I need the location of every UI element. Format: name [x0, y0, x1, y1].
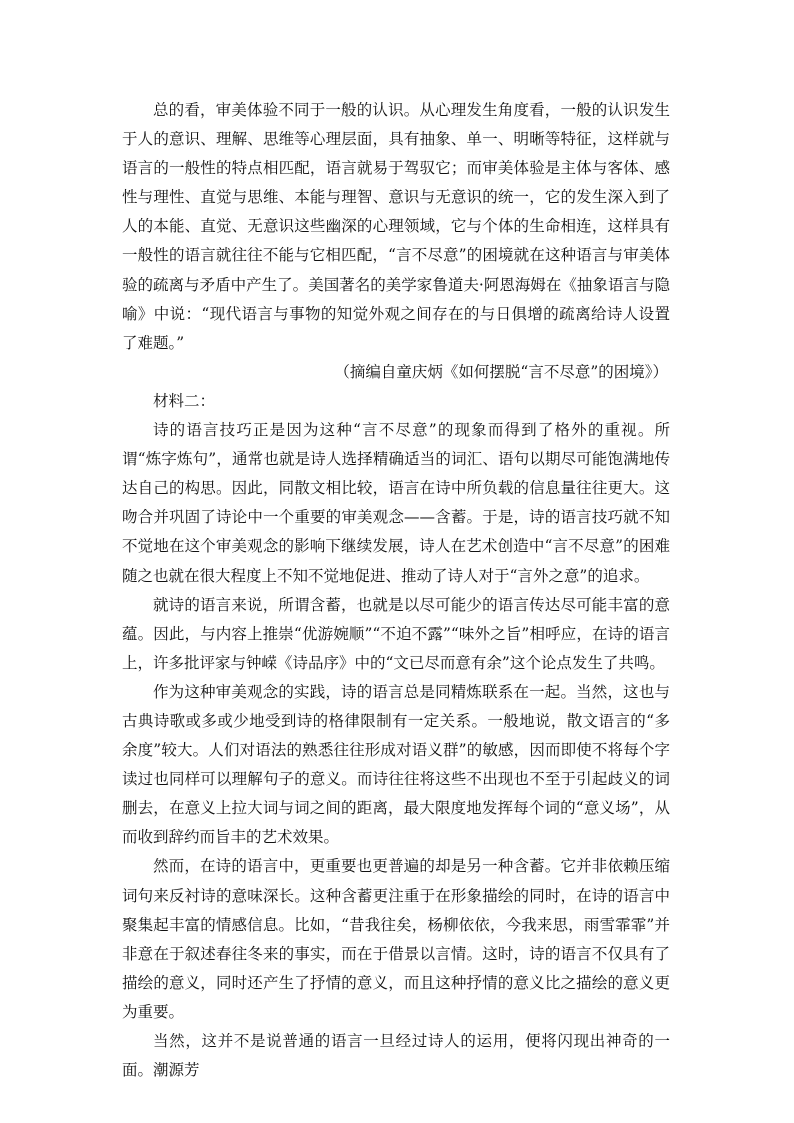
material-two-paragraph-2: 就诗的语言来说，所谓含蓄，也就是以尽可能少的语言传达尽可能丰富的意蕴。因此，与内容上推崇“优游婉顺”“不迫不露”“味外之旨”相呼应，在诗的语言上，许多批评家与钟嵘《诗品序》中的“文已尽而意有余”这个论点发生了共鸣。 [122, 595, 670, 672]
material-two-heading: 材料二： [153, 391, 216, 410]
material-one-source: （摘编自童庆炳《如何摆脱“言不尽意”的困境》） [334, 362, 668, 381]
material-two-paragraph-3: 作为这种审美观念的实践，诗的语言总是同精炼联系在一起。当然，这也与古典诗歌或多或少地受到诗的格律限制有一定关系。一般地说，散文语言的“多余度”较大。人们对语法的熟悉往往形成对语义群”的敏感，因而即使不将每个字读过也同样可以理解句子的意义。而诗往往将这些不出现也不至于引起歧义的词删去，在意义上拉大词与词之间的距离，最大限度地发挥每个词的“意义场”，从而收到辞约而旨丰的艺术效果。 [122, 682, 670, 847]
material-two-paragraph-4: 然而，在诗的语言中，更重要也更普遍的却是另一种含蓄。它并非依赖压缩词句来反衬诗的意味深长。这种含蓄更注重于在形象描绘的同时，在诗的语言中聚集起丰富的情感信息。比如，“昔我往矣，杨柳依依，今我来思，雨雪霏霏”并非意在于叙述春往冬来的事实，而在于借景以言情。这时，诗的语言不仅具有了描绘的意义，同时还产生了抒情的意义，而且这种抒情的意义比之描绘的意义更为重要。 [122, 857, 670, 1021]
document-page [122, 96, 670, 1085]
material-one-paragraph: 总的看，审美体验不同于一般的认识。从心理发生角度看，一般的认识发生于人的意识、理解、思维等心理层面，具有抽象、单一、明晰等特征，这样就与语言的一般性的特点相匹配，语言就易于驾驭它；而审美体验是主体与客体、感性与理性、直觉与思维、本能与理智、意识与无意识的统一，它的发生深入到了人的本能、直觉、无意识这些幽深的心理领域，它与个体的生命相连，这样具有一般性的语言就往往不能与它相匹配，“言不尽意”的困境就在这种语言与审美体验的疏离与矛盾中产生了。美国著名的美学家鲁道夫·阿恩海姆在《抽象语言与隐喻》中说：“现代语言与事物的知觉外观之间存在的与日俱增的疏离给诗人设置了难题。” [122, 101, 670, 352]
material-two-paragraph-1: 诗的语言技巧正是因为这种“言不尽意”的现象而得到了格外的重视。所谓“炼字炼句”，通常也就是诗人选择精确适当的词汇、语句以期尽可能饱满地传达自己的构思。因此，同散文相比较，语言在诗中所负载的信息量往往更大。这吻合并巩固了诗论中一个重要的审美观念——含蓄。于是，诗的语言技巧就不知不觉地在这个审美观念的影响下继续发展，诗人在艺术创造中“言不尽意”的困难随之也就在很大程度上不知不觉地促进、推动了诗人对于“言外之意”的追求。 [122, 421, 670, 585]
material-two-paragraph-5: 当然，这并不是说普通的语言一旦经过诗人的运用，便将闪现出神奇的一面。潮源芳 [122, 1032, 670, 1080]
